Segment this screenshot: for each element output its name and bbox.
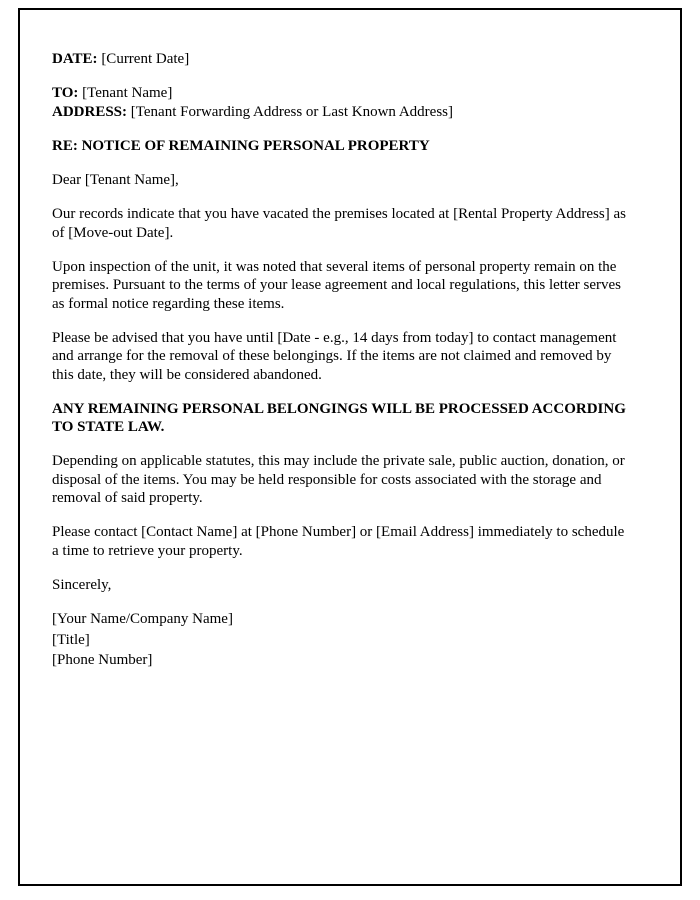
address-line [52, 103, 630, 121]
body-paragraph-2: Upon inspection of the unit, it was noted that several items of personal property remain on the premises. Pursuant to the terms of your lease agreement and local regulations, this letter serves as formal notice regarding these items. [52, 259, 621, 312]
to-line [52, 84, 630, 102]
subject-line: RE: NOTICE OF REMAINING PERSONAL PROPERTY [52, 137, 430, 154]
date-line [52, 50, 630, 68]
letter-page [18, 8, 682, 886]
salutation: Dear [Tenant Name], [52, 172, 179, 189]
to-value: [Tenant Name] [82, 85, 173, 102]
signature-title: [Title] [52, 631, 90, 648]
body-paragraph-4: Depending on applicable statutes, this may include the private sale, public auction, donation, or disposal of the items. You may be held responsible for costs associated with the storage and removal of said property. [52, 453, 625, 507]
address-value: [Tenant Forwarding Address or Last Known Address] [130, 103, 453, 120]
body-paragraph-3: Please be advised that you have until [Date - e.g., 14 days from today] to contact management and arrange for the removal of these belongings. If the items are not claimed and removed by this date, they will be considered abandoned. [52, 329, 617, 383]
body-paragraph-5: Please contact [Contact Name] at [Phone Number] or [Email Address] immediately to schedule a time to retrieve your property. [52, 524, 625, 559]
date-value: [Current Date] [101, 51, 190, 67]
body-paragraph-1: Our records indicate that you have vacated the premises located at [Rental Property Address] as of [Move-out Date]. [52, 206, 626, 241]
legal-notice: ANY REMAINING PERSONAL BELONGINGS WILL BE PROCESSED ACCORDING TO STATE LAW. [52, 400, 626, 436]
signature-block [52, 610, 630, 669]
date-label: DATE: [52, 51, 98, 67]
to-label: TO: [52, 85, 79, 102]
address-label: ADDRESS: [52, 103, 128, 120]
signature-phone: [Phone Number] [52, 651, 153, 668]
closing: Sincerely, [52, 576, 112, 593]
signature-name: [Your Name/Company Name] [52, 611, 233, 628]
